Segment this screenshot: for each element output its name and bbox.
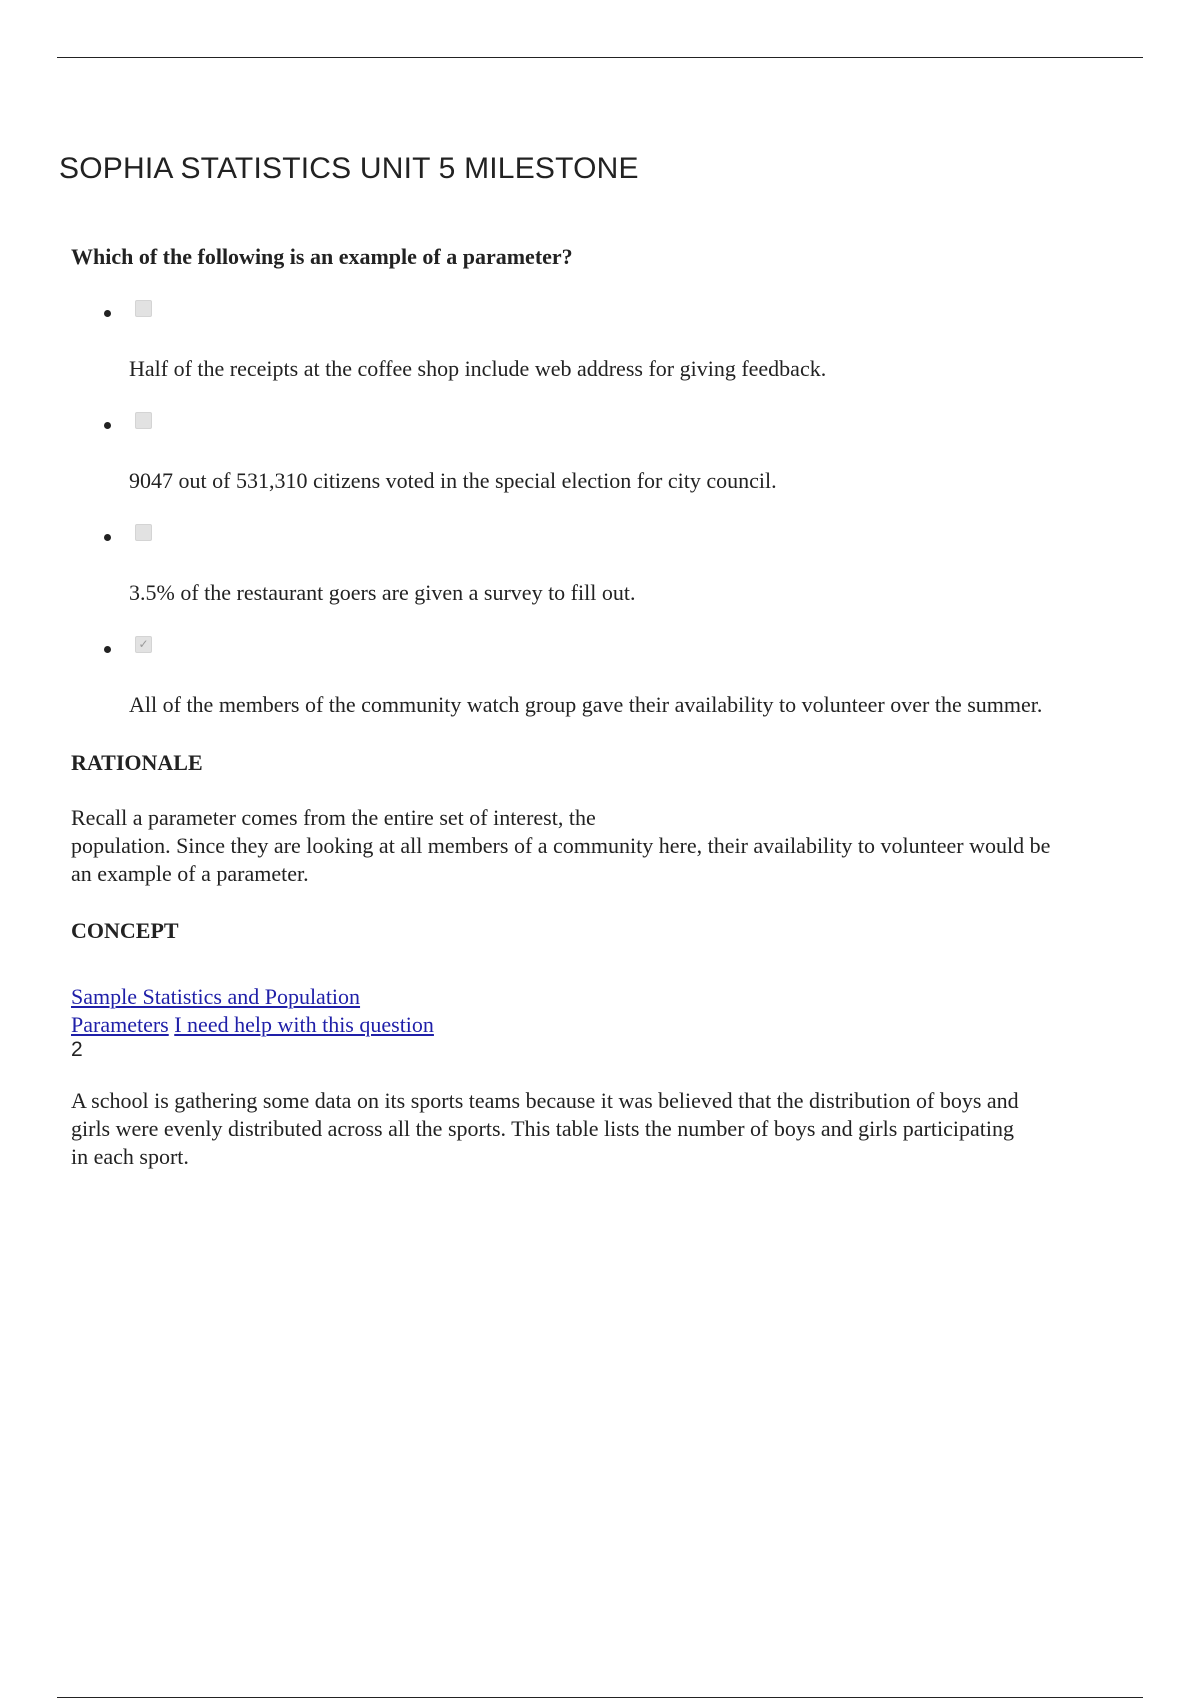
option-text: 9047 out of 531,310 citizens voted in the special election for city council.: [129, 468, 777, 493]
answer-option: [0, 412, 1200, 512]
question-2-line: in each sport.: [71, 1144, 189, 1169]
question-number: 2: [71, 1038, 83, 1061]
rationale-heading: RATIONALE: [71, 750, 203, 775]
document-title: SOPHIA STATISTICS UNIT 5 MILESTONE: [59, 152, 639, 185]
concept-link[interactable]: Sample Statistics and Population: [71, 984, 361, 1009]
option-checkbox-checked[interactable]: ✓: [135, 636, 152, 653]
option-text: All of the members of the community watch group gave their availability to volunteer over the summer.: [129, 692, 1043, 717]
answer-option: [0, 300, 1200, 400]
option-checkbox[interactable]: [135, 524, 152, 541]
question-2-line: girls were evenly distributed across all the sports. This table lists the number of boys and girls participating: [71, 1116, 1014, 1141]
answer-option: [0, 524, 1200, 624]
concept-links: [71, 983, 434, 1039]
help-link[interactable]: I need help with this question: [174, 1012, 434, 1037]
option-checkbox[interactable]: [135, 300, 152, 317]
bottom-rule: [57, 1697, 1143, 1698]
question-2-text: [71, 1087, 1019, 1171]
bullet-icon: [104, 310, 111, 317]
bullet-icon: [104, 646, 111, 653]
concept-heading: CONCEPT: [71, 918, 179, 943]
rationale-line: population. Since they are looking at all members of a community here, their availability to volunteer would be: [71, 833, 1051, 858]
option-text: Half of the receipts at the coffee shop include web address for giving feedback.: [129, 356, 827, 381]
rationale-text: [71, 804, 1050, 888]
top-rule: [57, 57, 1143, 58]
question-2-line: A school is gathering some data on its sports teams because it was believed that the distribution of boys and: [71, 1088, 1019, 1113]
option-checkbox[interactable]: [135, 412, 152, 429]
bullet-icon: [104, 534, 111, 541]
option-text: 3.5% of the restaurant goers are given a survey to fill out.: [129, 580, 636, 605]
answer-option: [0, 636, 1200, 736]
bullet-icon: [104, 422, 111, 429]
rationale-line: an example of a parameter.: [71, 861, 309, 886]
concept-link-continued[interactable]: Parameters: [71, 1012, 169, 1037]
question-text: Which of the following is an example of a parameter?: [71, 244, 573, 269]
rationale-line: Recall a parameter comes from the entire set of interest, the: [71, 805, 596, 830]
